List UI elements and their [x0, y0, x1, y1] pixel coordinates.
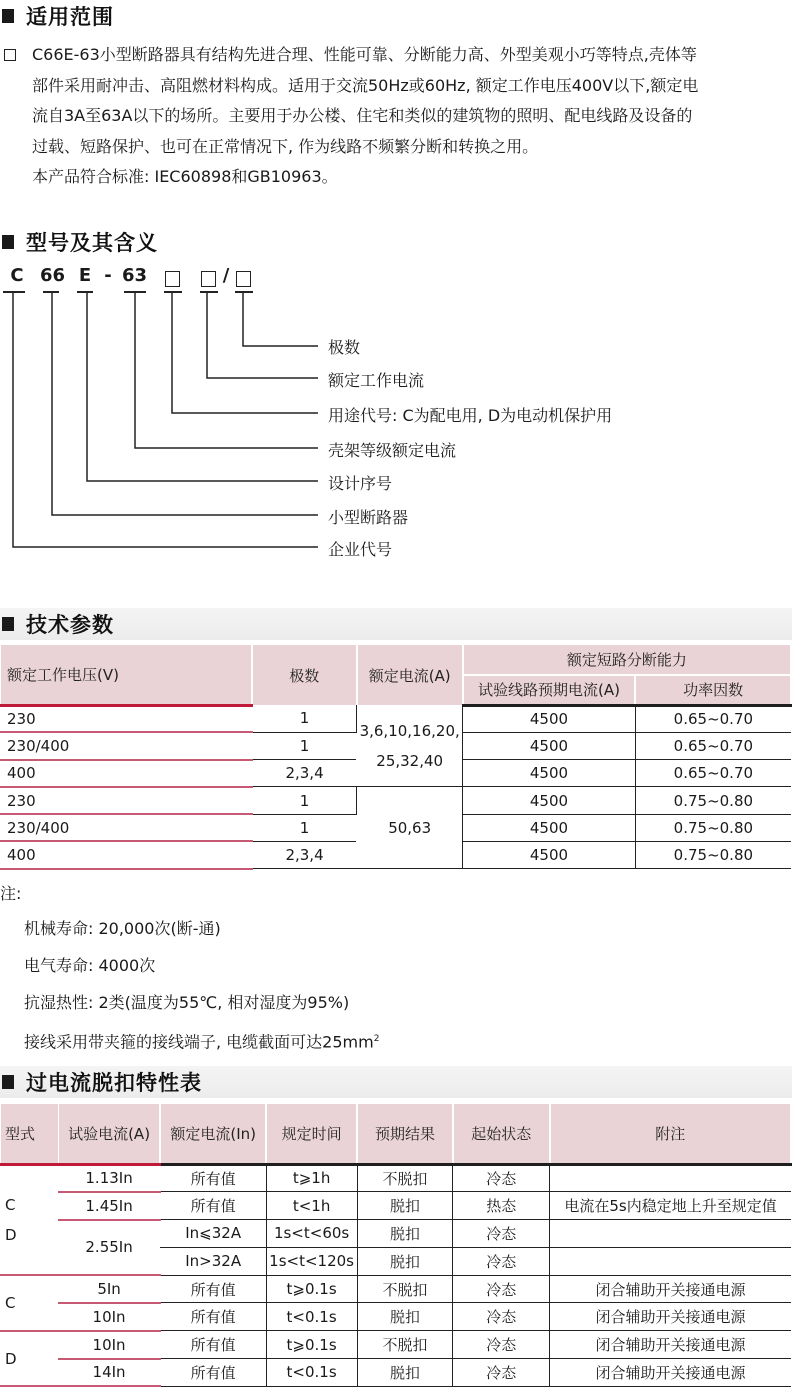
cell-power-factor: 0.75~0.80 — [635, 787, 791, 814]
cell-note: 闭合辅助开关接通电源 — [550, 1331, 791, 1359]
cell-poles: 2,3,4 — [252, 760, 357, 787]
cell-time: t⩾0.1s — [266, 1331, 357, 1359]
legend-frame-current: 壳架等级额定电流 — [328, 441, 457, 460]
cell-time: t<1h — [266, 1192, 357, 1220]
note-electrical-life: 电气寿命: 4000次 — [24, 956, 156, 975]
cell-voltage: 230/400 — [1, 814, 252, 841]
header-specified-time: 规定时间 — [266, 1104, 357, 1164]
cell-time: t⩾0.1s — [266, 1275, 357, 1303]
note-mechanical-life: 机械寿命: 20,000次(断-通) — [24, 919, 221, 938]
cell-state: 热态 — [453, 1192, 550, 1220]
cell-rated: 所有值 — [160, 1275, 266, 1303]
cell-power-factor: 0.75~0.80 — [635, 841, 791, 868]
cell-type: C — [1, 1275, 59, 1331]
cell-poles: 1 — [252, 787, 357, 814]
section-title-text: 型号及其含义 — [26, 231, 158, 255]
cell-result: 不脱扣 — [357, 1164, 453, 1192]
trip-characteristics-table — [0, 1104, 792, 1387]
cell-rated: 所有值 — [160, 1192, 266, 1220]
cell-rated: 所有值 — [160, 1331, 266, 1359]
code-char: 66 — [40, 265, 66, 286]
cell-voltage: 400 — [1, 841, 252, 868]
table-row — [1, 787, 792, 814]
cell-poles: 2,3,4 — [252, 841, 357, 868]
placeholder-box-icon — [201, 271, 216, 287]
cell-voltage: 230 — [1, 705, 252, 732]
square-bullet-icon — [2, 9, 14, 23]
code-char: / — [222, 265, 230, 286]
section-title-tech — [0, 608, 792, 640]
cell-rated: 所有值 — [160, 1303, 266, 1331]
cell-rated: In⩽32A — [160, 1220, 266, 1248]
cell-result: 脱扣 — [357, 1359, 453, 1387]
standard-line: 本产品符合标准: IEC60898和GB10963。 — [32, 167, 338, 186]
cell-state: 冷态 — [453, 1247, 550, 1275]
legend-design-number: 设计序号 — [328, 474, 393, 493]
code-char: E — [78, 265, 92, 286]
cell-time: 1s<t<60s — [266, 1220, 357, 1248]
note-terminal — [0, 1021, 379, 1058]
code-char: C — [10, 265, 24, 286]
header-voltage: 额定工作电压(V) — [1, 645, 252, 705]
cell-test-current: 4500 — [463, 760, 636, 787]
section-title-text: 适用范围 — [26, 5, 114, 29]
legend-company-code: 企业代号 — [328, 540, 393, 559]
scope-line: C66E-63小型断路器具有结构先进合理、性能可靠、分断能力高、外型美观小巧等特点,壳体等 — [32, 45, 697, 65]
cell-voltage: 230/400 — [1, 732, 252, 759]
square-bullet-icon — [2, 1075, 14, 1089]
legend-poles: 极数 — [328, 338, 361, 357]
cell-test-current: 4500 — [463, 841, 636, 868]
header-initial-state: 起始状态 — [453, 1104, 550, 1164]
header-expected-result: 预期结果 — [357, 1104, 453, 1164]
notes-label: 注: — [0, 884, 22, 903]
cell-note — [550, 1164, 791, 1192]
cell-note — [550, 1220, 791, 1248]
superscript: 2 — [373, 1034, 380, 1044]
header-remarks: 附注 — [550, 1104, 791, 1164]
scope-paragraph — [0, 40, 800, 193]
cell-time: t<0.1s — [266, 1303, 357, 1331]
cell-poles: 1 — [252, 732, 357, 759]
cell-power-factor: 0.65~0.70 — [635, 760, 791, 787]
cell-test-current: 1.13In — [58, 1164, 160, 1192]
cell-time: 1s<t<120s — [266, 1247, 357, 1275]
cell-test-current: 1.45In — [58, 1192, 160, 1220]
header-poles: 极数 — [252, 645, 357, 705]
header-rated-current: 额定电流(A) — [357, 645, 463, 705]
cell-rated: In>32A — [160, 1247, 266, 1275]
cell-note: 闭合辅助开关接通电源 — [550, 1303, 791, 1331]
cell-test-current: 2.55In — [58, 1220, 160, 1276]
cell-time: t<0.1s — [266, 1359, 357, 1387]
cell-result: 脱扣 — [357, 1303, 453, 1331]
cell-voltage: 400 — [1, 760, 252, 787]
code-char: - — [104, 265, 112, 286]
cell-power-factor: 0.75~0.80 — [635, 814, 791, 841]
placeholder-box-icon — [236, 271, 251, 287]
square-bullet-icon — [2, 617, 14, 631]
cell-note: 闭合辅助开关接通电源 — [550, 1275, 791, 1303]
table-row — [1, 705, 792, 732]
cell-time: t⩾1h — [266, 1164, 357, 1192]
section-title-scope — [0, 0, 114, 32]
cell-state: 冷态 — [453, 1220, 550, 1248]
header-type: 型式 — [1, 1104, 59, 1164]
cell-state: 冷态 — [453, 1359, 550, 1387]
legend-rated-current: 额定工作电流 — [328, 371, 425, 390]
table-row — [1, 1220, 792, 1248]
section-title-text: 技术参数 — [26, 613, 114, 637]
cell-result: 脱扣 — [357, 1192, 453, 1220]
cell-rated-current: 50,63 — [357, 787, 463, 869]
cell-result: 不脱扣 — [357, 1331, 453, 1359]
cell-state: 冷态 — [453, 1164, 550, 1192]
scope-line: 流自3A至63A以下的场所。主要用于办公楼、住宅和类似的建筑物的照明、配电线路及设备的 — [32, 106, 693, 125]
cell-result: 脱扣 — [357, 1220, 453, 1248]
header-test-current: 试验电流(A) — [58, 1104, 160, 1164]
cell-test-current: 10In — [58, 1331, 160, 1359]
placeholder-box-icon — [165, 271, 180, 287]
cell-note — [550, 1247, 791, 1275]
cell-test-current: 14In — [58, 1359, 160, 1387]
cell-type: C D — [1, 1164, 59, 1275]
table-row — [1, 1359, 792, 1387]
cell-type: D — [1, 1331, 59, 1387]
cell-power-factor: 0.65~0.70 — [635, 705, 791, 732]
section-title-text: 过电流脱扣特性表 — [26, 1071, 202, 1095]
cell-state: 冷态 — [453, 1331, 550, 1359]
legend-usage-code: 用途代号: C为配电用, D为电动机保护用 — [328, 406, 613, 425]
section-title-model — [0, 226, 158, 258]
cell-test-current: 10In — [58, 1303, 160, 1331]
cell-poles: 1 — [252, 814, 357, 841]
cell-power-factor: 0.65~0.70 — [635, 732, 791, 759]
tech-params-table — [0, 645, 792, 870]
header-test-current: 试验线路预期电流(A) — [463, 675, 636, 705]
checkbox-bullet-icon — [4, 49, 16, 61]
cell-result: 不脱扣 — [357, 1275, 453, 1303]
cell-note: 闭合辅助开关接通电源 — [550, 1359, 791, 1387]
cell-test-current: 4500 — [463, 814, 636, 841]
legend-mcb: 小型断路器 — [328, 508, 409, 527]
cell-test-current: 4500 — [463, 705, 636, 732]
cell-rated: 所有值 — [160, 1359, 266, 1387]
header-rated-current: 额定电流(In) — [160, 1104, 266, 1164]
cell-voltage: 230 — [1, 787, 252, 814]
cell-test-current: 4500 — [463, 732, 636, 759]
header-breaking-capacity: 额定短路分断能力 — [463, 645, 791, 675]
cell-rated-current: 3,6,10,16,20, 25,32,40 — [357, 705, 463, 787]
scope-line: 过载、短路保护、也可在正常情况下, 作为线路不频繁分断和转换之用。 — [32, 136, 539, 156]
section-title-trip — [0, 1066, 792, 1098]
table-row — [1, 1275, 792, 1303]
table-row — [1, 1331, 792, 1359]
note-terminal-text: 接线采用带夹箍的接线端子, 电缆截面可达25mm — [24, 1032, 374, 1052]
cell-state: 冷态 — [453, 1275, 550, 1303]
cell-rated: 所有值 — [160, 1164, 266, 1192]
note-damp-heat: 抗湿热性: 2类(温度为55℃, 相对湿度为95%) — [24, 993, 350, 1012]
table-row — [1, 1303, 792, 1331]
cell-poles: 1 — [252, 705, 357, 732]
table-row — [1, 1192, 792, 1220]
cell-test-current: 4500 — [463, 787, 636, 814]
cell-state: 冷态 — [453, 1303, 550, 1331]
code-char: 63 — [122, 265, 148, 286]
square-bullet-icon — [2, 235, 14, 249]
header-power-factor: 功率因数 — [635, 675, 791, 705]
cell-note: 电流在5s内稳定地上升至规定值 — [550, 1192, 791, 1220]
model-diagram-lines — [0, 290, 330, 560]
table-row — [1, 1164, 792, 1192]
notes — [0, 882, 379, 1058]
cell-test-current: 5In — [58, 1275, 160, 1303]
scope-line: 部件采用耐冲击、高阻燃材料构成。适用于交流50Hz或60Hz, 额定工作电压400V以下,额定电 — [32, 75, 699, 95]
cell-result: 脱扣 — [357, 1247, 453, 1275]
